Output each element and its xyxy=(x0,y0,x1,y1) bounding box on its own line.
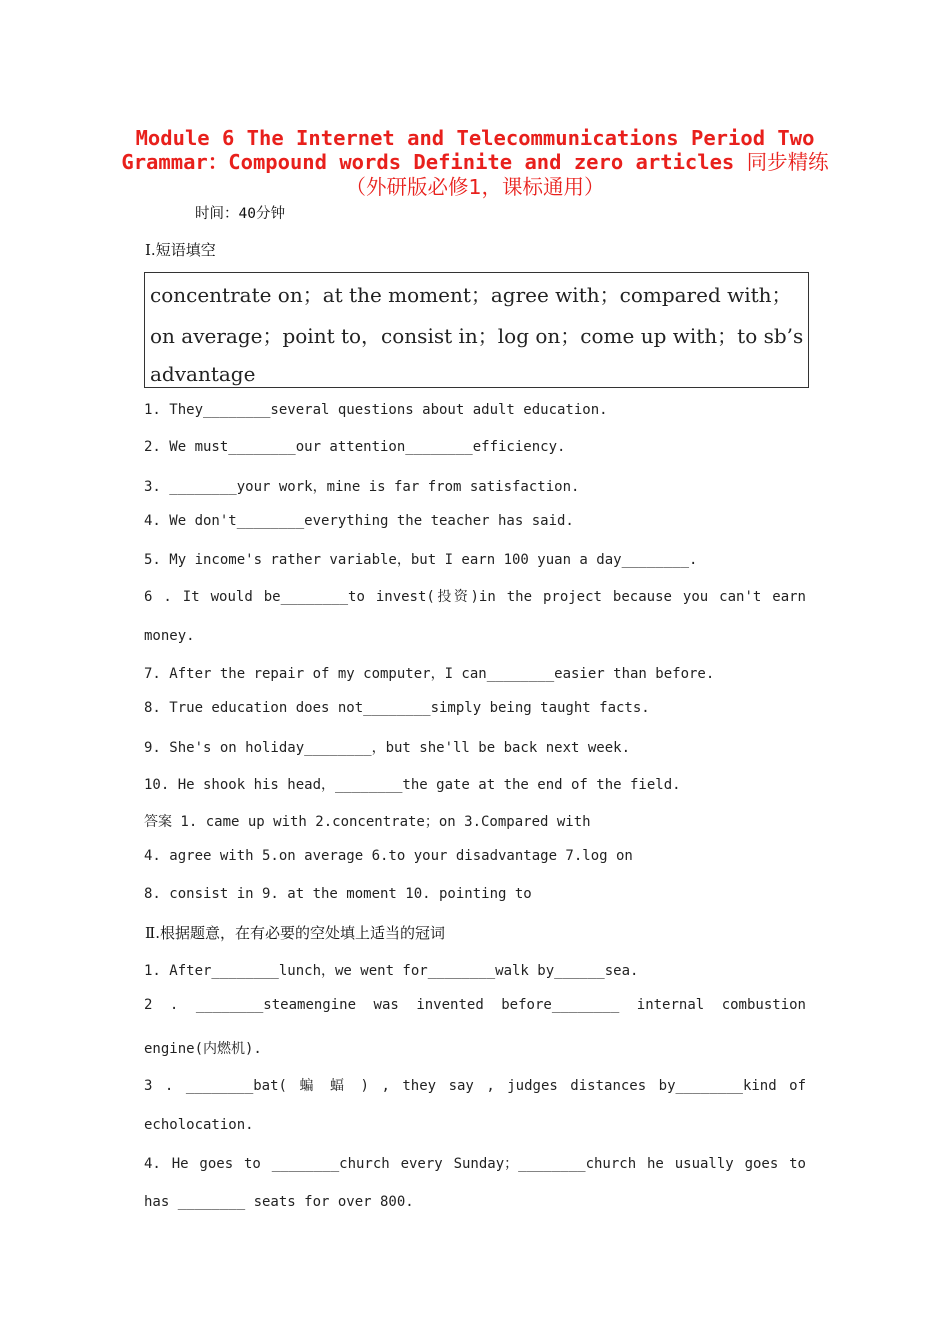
question-5: 5. My income's rather variable，but I earn 100 yuan a day________. xyxy=(144,552,698,568)
question-2-3-continued: echolocation. xyxy=(144,1117,254,1133)
answer-line: 4. agree with 5.on average 6.to your disadvantage 7.log on xyxy=(144,848,633,864)
phrase-line: on average；point to，consist in；log on；come up with；to sb’s xyxy=(150,324,804,348)
question-3: 3. ________your work，mine is far from satisfaction. xyxy=(144,479,580,495)
answer-line: 8. consist in 9. at the moment 10. pointing to xyxy=(144,886,532,902)
question-2-2: 2 . ________steamengine was invented before________ internal combustion xyxy=(144,997,806,1013)
time-limit: 时间：40分钟 xyxy=(195,206,285,222)
question-1: 1. They________several questions about adult education. xyxy=(144,402,608,418)
title-chinese: 同步精练 xyxy=(746,150,829,174)
question-8: 8. True education does not________simply being taught facts. xyxy=(144,700,650,716)
document-title-line-1: Module 6 The Internet and Telecommunications Period Two xyxy=(135,126,815,150)
question-6-continued: money. xyxy=(144,628,195,644)
section-2-heading: Ⅱ.根据题意，在有必要的空处填上适当的冠词 xyxy=(145,924,445,942)
section-1-heading: I.短语填空 xyxy=(145,241,216,259)
question-2-2-continued: engine(内燃机). xyxy=(144,1041,262,1057)
title-english: Grammar：Compound words Definite and zero articles xyxy=(121,150,735,174)
answer-line: 答案 1. came up with 2.concentrate；on 3.Compared with xyxy=(144,814,591,830)
question-4: 4. We don't________everything the teacher has said. xyxy=(144,513,574,529)
document-title-line-2 xyxy=(120,150,830,174)
question-6: 6 . It would be________to invest(投资)in the project because you can't earn xyxy=(144,589,806,605)
question-2: 2. We must________our attention________efficiency. xyxy=(144,439,566,455)
question-9: 9. She's on holiday________，but she'll be back next week. xyxy=(144,740,631,756)
phrase-line: advantage xyxy=(150,362,256,386)
question-10: 10. He shook his head，________the gate at the end of the field. xyxy=(144,777,681,793)
question-7: 7. After the repair of my computer，I can________easier than before. xyxy=(144,666,715,682)
question-2-4-continued: has ________ seats for over 800. xyxy=(144,1194,414,1210)
question-2-4: 4. He goes to ________church every Sunday；________church he usually goes to xyxy=(144,1156,806,1172)
question-2-1: 1. After________lunch，we went for________walk by______sea. xyxy=(144,963,639,979)
question-2-3: 3 . ________bat( 蝙 蝠 ) , they say , judges distances by________kind of xyxy=(144,1078,806,1094)
phrase-line: concentrate on；at the moment；agree with；compared with； xyxy=(150,283,792,307)
phrase-box xyxy=(144,272,809,388)
document-subtitle: （外研版必修1，课标通用） xyxy=(345,175,605,199)
